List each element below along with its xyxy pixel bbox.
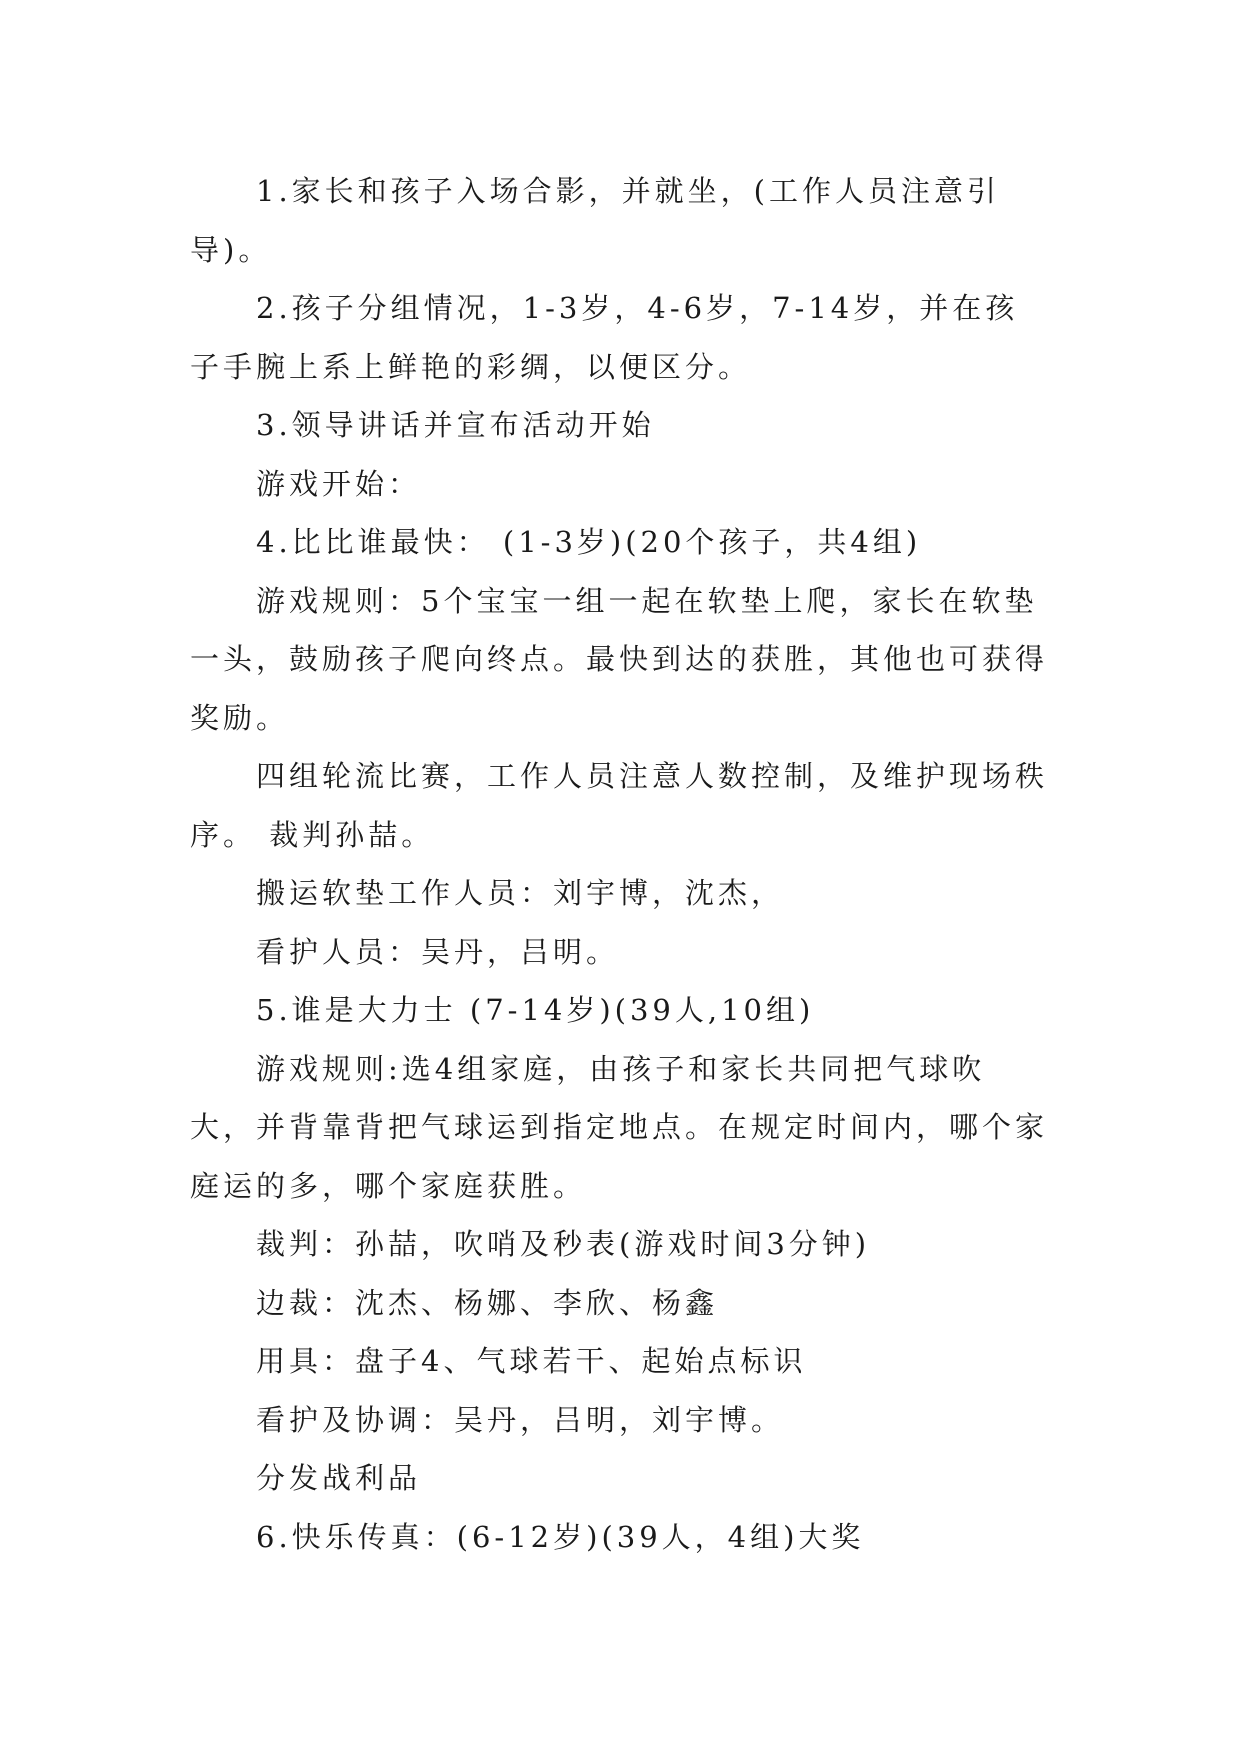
paragraph-6: 游戏规则：5个宝宝一组一起在软垫上爬，家长在软垫一头，鼓励孩子爬向终点。最快到达的获胜，其他也可获得奖励。 (190, 583, 1049, 735)
paragraph-10: 5.谁是大力士 (7-14岁)(39人,10组) (256, 993, 815, 1027)
paragraph-17: 6.快乐传真：(6-12岁)(39人，4组)大奖 (256, 1519, 865, 1554)
paragraph-8: 搬运软垫工作人员：刘宇博，沈杰， (256, 876, 785, 910)
paragraph-3: 3.领导讲话并宣布活动开始 (256, 408, 655, 442)
paragraph-7: 四组轮流比赛，工作人员注意人数控制，及维护现场秩序。 裁判孙喆。 (190, 759, 1049, 852)
paragraph-13: 边裁：沈杰、杨娜、李欣、杨鑫 (256, 1285, 719, 1320)
paragraph-11: 游戏规则:选4组家庭，由孩子和家长共同把气球吹大，并背靠背把气球运到指定地点。在规定时间内，哪个家庭运的多，哪个家庭获胜。 (190, 1051, 1049, 1203)
paragraph-12: 裁判：孙喆，吹哨及秒表(游戏时间3分钟) (256, 1227, 871, 1261)
paragraph-14: 用具：盘子4、气球若干、起始点标识 (256, 1344, 807, 1378)
document-body (190, 162, 1050, 1566)
paragraph-5: 4.比比谁最快： (1-3岁)(20个孩子，共4组) (256, 525, 922, 559)
paragraph-9: 看护人员：吴丹，吕明。 (256, 934, 620, 969)
paragraph-1: 1.家长和孩子入场合影，并就坐，(工作人员注意引导)。 (190, 174, 1000, 267)
paragraph-15: 看护及协调：吴丹，吕明，刘宇博。 (256, 1402, 785, 1437)
paragraph-2: 2.孩子分组情况，1-3岁，4-6岁，7-14岁，并在孩子手腕上系上鲜艳的彩绸，以便区分。 (190, 291, 1019, 384)
paragraph-4: 游戏开始： (256, 466, 422, 501)
paragraph-16: 分发战利品 (256, 1461, 422, 1495)
